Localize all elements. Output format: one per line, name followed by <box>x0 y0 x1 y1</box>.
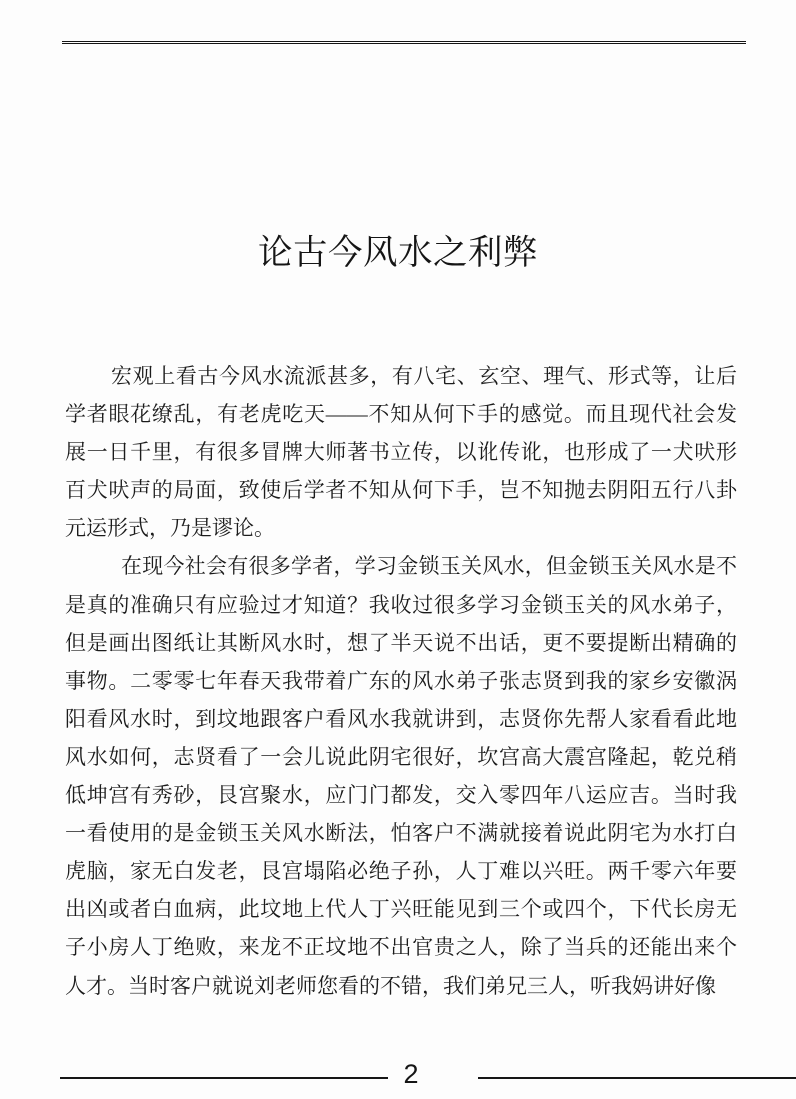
text-line: 是真的准确只有应验过才知道？我收过很多学习金锁玉关的风水弟子， <box>65 592 737 617</box>
text-line: 人才。当时客户就说刘老师您看的不错，我们弟兄三人，听我妈讲好像 <box>65 973 716 998</box>
text-line: 宏观上看古今风水流派甚多，有八宅、玄空、理气、形式等，让后 <box>111 364 737 388</box>
text-line: 子小房人丁绝败，来龙不正坟地不出官贵之人，除了当兵的还能出来个 <box>65 935 737 960</box>
text-line: 阳看风水时，到坟地跟客户看风水我就讲到，志贤你先帮人家看看此地 <box>65 706 737 731</box>
text-line: 百犬吠声的局面，致使后学者不知从何下手，岂不知抛去阴阳五行八卦 <box>65 478 737 503</box>
text-line: 事物。二零零七年春天我带着广东的风水弟子张志贤到我的家乡安徽涡 <box>65 668 737 693</box>
page-number: 2 <box>403 1059 419 1089</box>
chapter-title: 论古今风水之利弊 <box>258 234 538 272</box>
text-line: 在现今社会有很多学者，学习金锁玉关风水，但金锁玉关风水是不 <box>121 554 737 579</box>
text-line: 元运形式，乃是谬论。 <box>65 516 275 541</box>
text-line: 一看使用的是金锁玉关风水断法，怕客户不满就接着说此阴宅为水打白 <box>65 821 737 846</box>
text-line: 低坤宫有秀砂，艮宫聚水，应门门都发，交入零四年八运应吉。当时我 <box>65 783 737 808</box>
text-line: 出凶或者白血病，此坟地上代人丁兴旺能见到三个或四个，下代长房无 <box>65 897 737 922</box>
footer-rule-left <box>60 1077 388 1079</box>
text-line: 展一日千里，有很多冒牌大师著书立传，以讹传讹，也形成了一犬吠形 <box>65 440 737 465</box>
footer-rule-right <box>478 1077 796 1079</box>
text-line: 学者眼花缭乱，有老虎吃天——不知从何下手的感觉。而且现代社会发 <box>65 402 737 427</box>
text-line: 风水如何，志贤看了一会儿说此阴宅很好，坎宫高大震宫隆起，乾兑稍 <box>65 744 737 769</box>
text-line: 但是画出图纸让其断风水时，想了半天说不出话，更不要提断出精确的 <box>65 630 737 655</box>
text-line: 虎脑，家无白发老，艮宫塌陷必绝子孙，人丁难以兴旺。两千零六年要 <box>65 859 737 884</box>
body-text <box>65 357 737 1005</box>
header-rule <box>62 41 746 44</box>
